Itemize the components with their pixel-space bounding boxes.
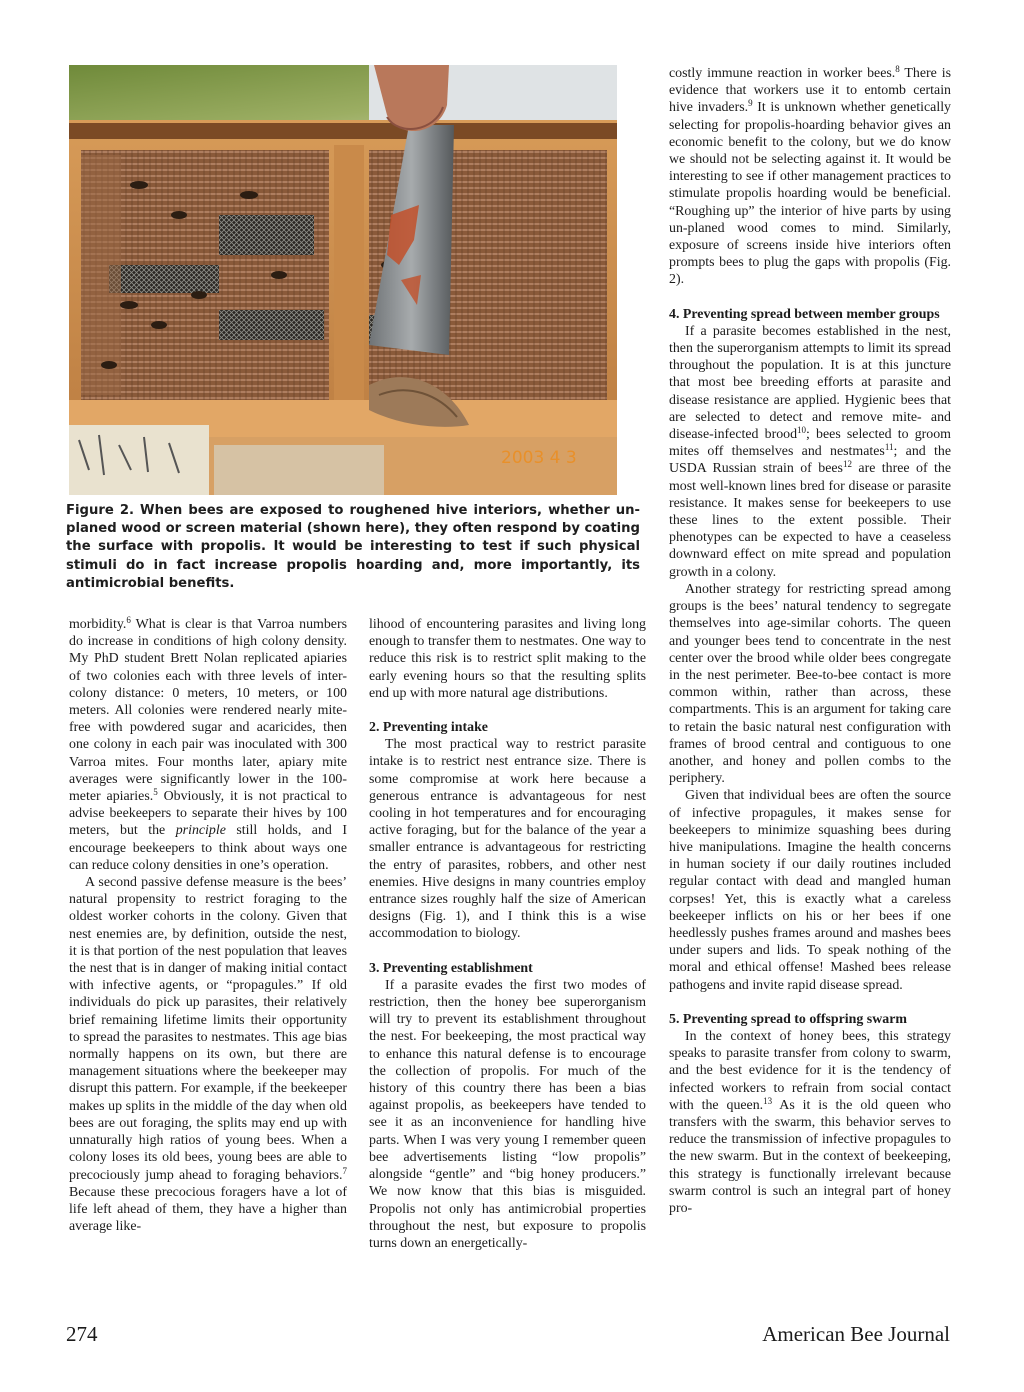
paragraph: Another strategy for restricting spread among groups is the bees’ natural tendency to segregate themselves into age-similar cohorts. The queen and younger bees tend to concentrate in the nest center over the brood while older bees congregate in the nest perimeter. Bee-to-bee contact is more common within, rather than across, these compartments. This is an argument for taking care to retain the basic natural nest configuration with frames of brood central and contiguous to one another, and honey and pollen combs to the periphery. [669, 581, 951, 787]
section-heading: 3. Preventing establishment [369, 960, 533, 976]
footnote-ref: 10 [797, 425, 807, 436]
footnote-ref: 9 [748, 98, 753, 109]
section-heading: 2. Preventing intake [369, 720, 488, 736]
footnote-ref: 5 [153, 787, 158, 798]
footnote-ref: 8 [895, 64, 900, 74]
text-column-2 [369, 616, 646, 1252]
section-heading: 5. Preventing spread to offspring swarm [669, 1011, 907, 1027]
paragraph: The most practical way to restrict parasite intake is to restrict nest entrance size. There is some compromise at work here because a generous entrance is advantageous for nest cooling in hot temperatures and for encouraging active foraging, but for the balance of the year a smaller entrance is advantageous for restricting the entry of parasites, robbers, and other nest enemies. Hive designs in many countries employ entrance sizes roughly half the size of American designs (Fig. 1), and I think this is a wise accommodation to biology. [369, 737, 646, 942]
paragraph: In the context of honey bees, this strategy speaks to parasite transfer from colony to swarm, and the best evidence for it is the tendency of infected workers to refrain from social contact with the queen.$^{13}$ As it is the old queen who transfers with the swarm, this behavior serves to reduce the transmission of infective propagules to the new swarm. But in the context of beekeeping, this strategy is functionally irrelevant because swarm control is such an integral part of honey pro- [669, 1028, 951, 1216]
paragraph: If a parasite evades the first two modes of restriction, then the honey bee superorganism will try to prevent its establishment throughout the nest. For beekeeping, the most practical way to enhance this natural defense is to encourage the collection of propolis. For much of the history of this country there has been a bias against propolis, as beekeepers have tended to see it as an inconvenience for handling hive parts. When I was very young I remember queen bee advertisements listing “low propolis” alongside “gentle” and “big honey producers.” We now know that this bias is misguided. Propolis not only has antimicrobial properties throughout the nest, but exposure to propolis turns down an energetically- [369, 977, 646, 1251]
text-column-1 [69, 616, 347, 1235]
footnote-ref: 13 [763, 1095, 773, 1106]
figure-2-photo [69, 65, 617, 495]
paragraph: A second passive defense measure is the bees’ natural propensity to restrict foraging to the oldest worker cohorts in the colony. Given that nest enemies are, by definition, outside the nest, it is that portion of the nest population that leaves the nest that is in danger of making initial contact with infective agents, or “propagules.” If old individuals do pick up parasites, their relatively brief remaining lifetime limits their opportunity to spread the parasites to nestmates. This age bias normally happens on its own, but there are management situations where the beekeeper may disrupt this pattern. For example, if the beekeeper makes up splits in the middle of the day when old bees are out foraging, the splits may end up with unnaturally high ratios of young bees. When a colony loses its old bees, young bees are able to precociously jump ahead to foraging behaviors.$^7$ Because these precocious foragers have a lot of life left ahead of them, they have a higher than average like- [69, 875, 347, 1235]
photo-date-stamp: 2003 4 3 [501, 448, 577, 468]
footnote-ref: 12 [842, 459, 852, 470]
section-heading: 4. Preventing spread between member groups [669, 306, 940, 322]
hive-screen-photo [69, 65, 617, 495]
paragraph: morbidity.$^6$ What is clear is that Varroa numbers do increase in conditions of high colony density. My PhD student Brett Nolan replicated apiaries of two colonies each with three levels of inter-colony distance: 0 meters, 10 meters, or 100 meters. All colonies were rendered nearly mite-free with powdered sugar and acaricides, then one colony in each pair was inoculated with 300 Varroa mites. Four months later, apiary mite averages were significantly lower in the 100-meter apiaries.$^5$ Obviously, it is not practical to advise beekeepers to separate their hives by 100 meters, but the principle still holds, and I encourage beekeepers to think about ways one can reduce colony densities in one’s operation. [69, 615, 347, 873]
footnote-ref: 6 [126, 615, 131, 625]
figure-2-caption: Figure 2. When bees are exposed to roughened hive interiors, whether un-planed wood or screen material (shown here), they often respond by coating the surface with propolis. It would be interesting to test if such physical stimuli do in fact increase propolis hoarding and, more importantly, its antimicrobial benefits. [66, 503, 640, 591]
journal-name: American Bee Journal [762, 1322, 950, 1346]
text-column-3 [669, 65, 951, 1217]
footnote-ref: 7 [342, 1165, 347, 1176]
paragraph: If a parasite becomes established in the nest, then the superorganism attempts to limit its spread throughout the population. It is at this juncture that most bee breeding efforts at parasite and disease resistance are applied. Hygienic bees that are selected to detect and remove mite- and disease-infected brood$^{10}$; bees selected to groom mites off themselves and nestmates$^{11}$; and the USDA Russian strain of bees$^{12}$ are three of the most well-known lines bred for disease or parasite resistance. It makes sense for beekeepers to use these lines to the extent possible. Their phenotypes can be expected to have a ceaseless downward effect on mite spread and population growth in a colony. [669, 323, 951, 580]
footnote-ref: 11 [884, 442, 894, 453]
paragraph: lihood of encountering parasites and living long enough to transfer them to nestmates. One way to reduce this risk is to restrict split making to the early evening hours so that the resulting splits end up with more natural age distributions. [369, 617, 646, 701]
paragraph: costly immune reaction in worker bees.$^8$ There is evidence that workers use it to entomb certain hive invaders.$^9$ It is unknown whether genetically selecting for propolis-hoarding behavior gives an economic benefit to the colony, but we do know we should not be selecting against it. It would be interesting to see if other management practices to stimulate propolis hoarding would be beneficial. “Roughing up” the interior of hive parts by using un-planed wood comes to mind. Similarly, exposure of screens inside hive interiors often prompts bees to plug the gaps with propolis (Fig. 2). [669, 64, 951, 288]
page-number: 274 [66, 1322, 98, 1346]
paragraph: Given that individual bees are often the source of infective propagules, it makes sense for beekeepers to minimize squashing bees during hive manipulations. Imagine the health concerns in human society if our daily routines included regular contact with dead and mangled human corpses! Yet, this is exactly what a careless beekeeper inflicts on his or her bees if one heedlessly pushes frames around and mashes bees under supers and lids. To speak nothing of the moral and ethical offense! Mashed bees release pathogens and invite rapid disease spread. [669, 788, 951, 993]
